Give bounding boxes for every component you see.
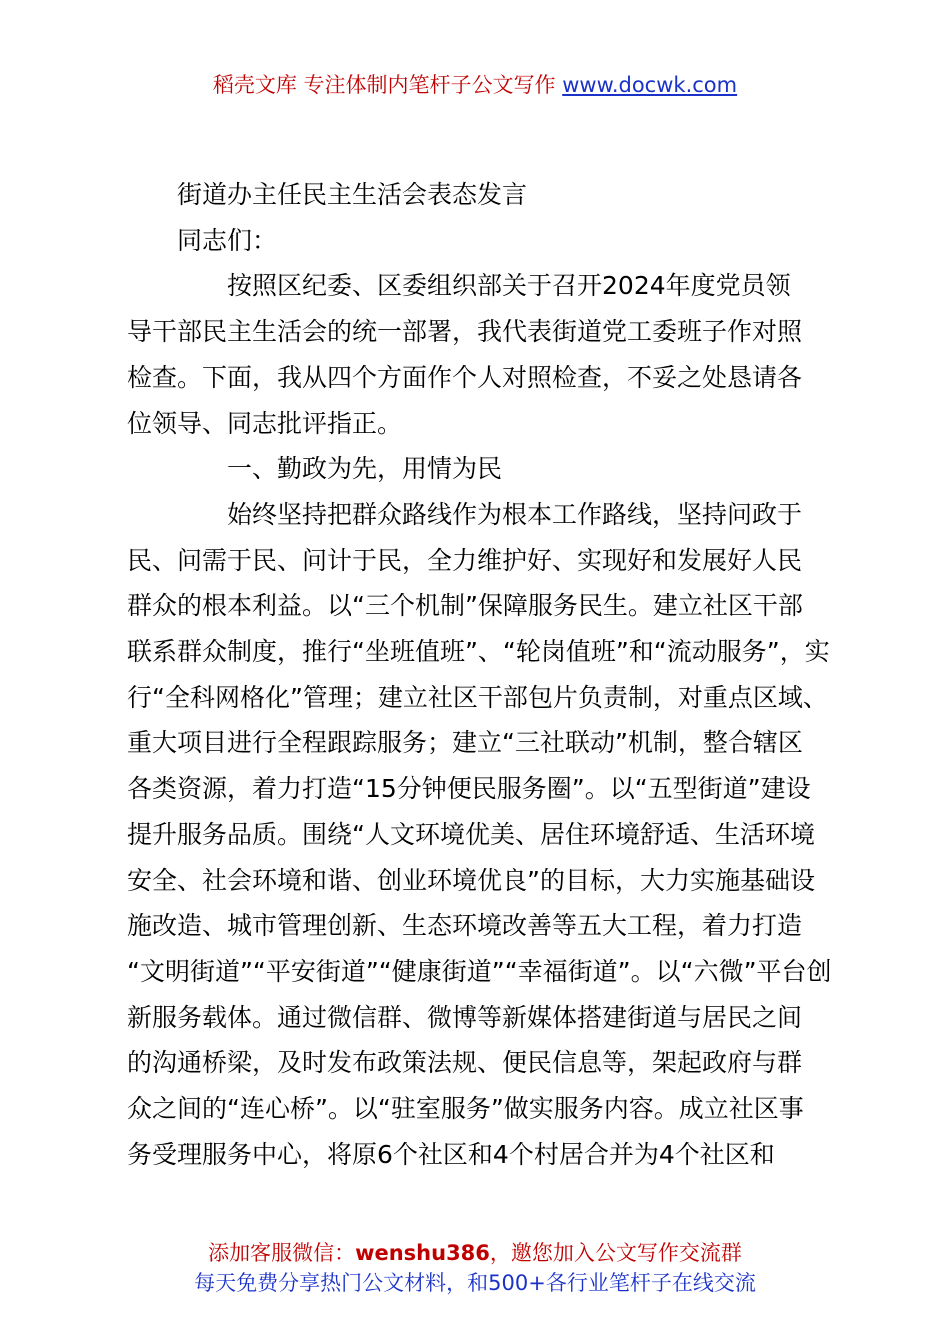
paragraph-line: 民、问需于民、问计于民，全力维护好、实现好和发展好人民: [127, 545, 803, 575]
document-body: [127, 172, 831, 1177]
paragraph-line: 安全、社会环境和谐、创业环境优良”的目标，大力实施基础设: [127, 865, 815, 895]
paragraph-line: 行“全科网格化”管理；建立社区干部包片负责制，对重点区域、: [127, 682, 828, 712]
paragraph-line: 提升服务品质。围绕“人文环境优美、居住环境舒适、生活环境: [127, 819, 815, 849]
document-title: 街道办主任民主生活会表态发言: [177, 180, 528, 209]
footer-wechat-line: [0, 1238, 950, 1268]
paragraph-line: 施改造、城市管理创新、生态环境改善等五大工程，着力打造: [127, 911, 803, 941]
paragraph-line: 各类资源，着力打造“15分钟便民服务圈”。以“五型街道”建设: [127, 774, 811, 804]
site-header: [0, 70, 950, 100]
paragraph-line: 导干部民主生活会的统一部署，我代表街道党工委班子作对照: [127, 317, 803, 347]
paragraph-line: 联系群众制度，推行“坐班值班”、“轮岗值班”和“流动服务”，实: [127, 637, 830, 667]
paragraph-line: 始终坚持把群众路线作为根本工作路线，坚持问政于: [227, 499, 803, 529]
paragraph-line: 检查。下面，我从四个方面作个人对照检查，不妥之处恳请各: [127, 362, 803, 392]
salutation: 同志们：: [177, 225, 278, 255]
paragraph-line: “文明街道”“平安街道”“健康街道”“幸福街道”。以“六微”平台创: [127, 956, 832, 986]
brand-text: 稻壳文库 专注体制内笔杆子公文写作: [212, 73, 563, 97]
paragraph-line: 众之间的“连心桥”。以“驻室服务”做实服务内容。成立社区事: [127, 1094, 804, 1124]
site-footer: [0, 1238, 950, 1298]
paragraph-line: 位领导、同志批评指正。: [127, 408, 403, 438]
paragraph-line: 新服务载体。通过微信群、微博等新媒体搭建街道与居民之间: [127, 1002, 803, 1032]
section-heading: 一、勤政为先，用情为民: [227, 454, 503, 484]
website-link[interactable]: www.docwk.com: [562, 73, 738, 97]
paragraph-line: 的沟通桥梁，及时发布政策法规、便民信息等，架起政府与群: [127, 1048, 803, 1078]
paragraph-line: 按照区纪委、区委组织部关于召开2024年度党员领: [227, 271, 791, 301]
footer-promo-line: 每天免费分享热门公文材料，和500+各行业笔杆子在线交流: [194, 1271, 756, 1295]
paragraph-line: 重大项目进行全程跟踪服务；建立“三社联动”机制，整合辖区: [127, 728, 803, 758]
paragraph-line: 群众的根本利益。以“三个机制”保障服务民生。建立社区干部: [127, 591, 803, 621]
footer-suffix: ，邀您加入公文写作交流群: [489, 1241, 742, 1265]
footer-prefix: 添加客服微信：: [208, 1241, 356, 1265]
paragraph-line: 务受理服务中心，将原6个社区和4个村居合并为4个社区和: [127, 1139, 775, 1169]
wechat-id: wenshu386: [355, 1241, 490, 1265]
